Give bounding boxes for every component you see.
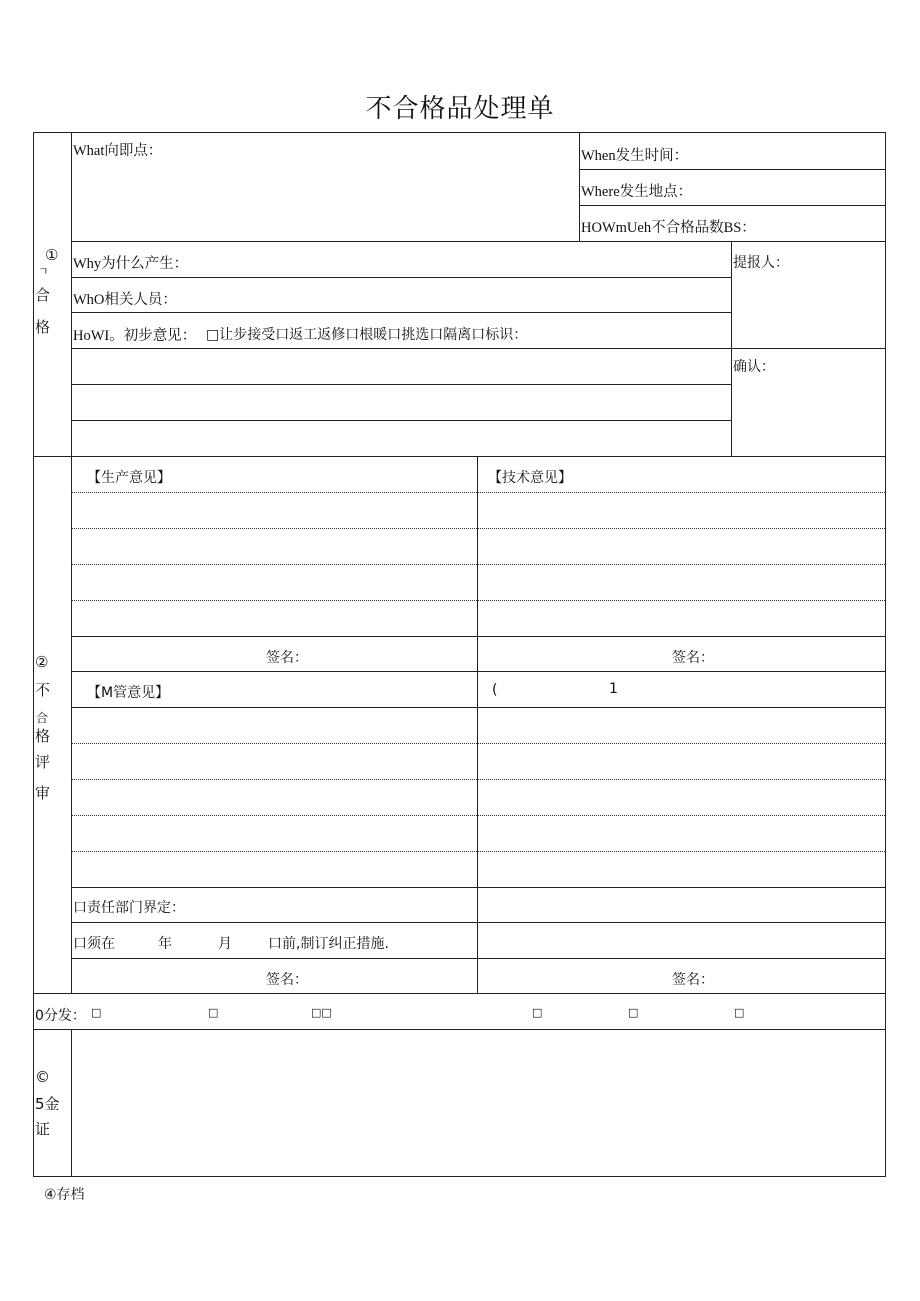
what-when-divider xyxy=(579,132,580,241)
who-bottom-line xyxy=(71,312,731,313)
technical-signature-label: 签名： xyxy=(672,650,714,666)
section2-label-char2: 合 xyxy=(36,711,49,725)
review-row-line xyxy=(71,958,885,959)
why-bottom-line xyxy=(71,277,731,278)
production-signature-label: 签名： xyxy=(266,650,308,666)
quality-opinion-heading: 【M管意见】 xyxy=(87,685,170,701)
review-row-line xyxy=(71,922,885,923)
how-label: HoWI。初步意见： xyxy=(73,328,197,344)
section2-label-char3: 格 xyxy=(35,727,51,745)
section2-label-char1: 不 xyxy=(35,681,51,699)
bracket-close: 1 xyxy=(609,681,618,697)
confirm-label: 确认： xyxy=(733,359,775,375)
who-label: WhO相关人员： xyxy=(73,292,177,308)
distribution-label: 0分发： xyxy=(35,1008,86,1024)
review-signature-left: 签名： xyxy=(266,972,308,988)
when-row-line xyxy=(579,169,885,170)
where-row-line xyxy=(579,205,885,206)
review-row-line xyxy=(71,671,885,672)
section3-label-char1: 5金 xyxy=(35,1095,60,1113)
review-row-line xyxy=(71,851,885,852)
section1-label-num: ① xyxy=(45,246,59,264)
review-signature-right: 签名： xyxy=(672,972,714,988)
bracket-open: ( xyxy=(492,682,498,698)
distribution-checkbox[interactable]: □ xyxy=(628,1006,639,1019)
distribution-checkbox[interactable]: □ xyxy=(532,1006,543,1019)
label-col-sep-3 xyxy=(71,1029,72,1176)
review-row-line xyxy=(71,636,885,637)
review-row-line xyxy=(71,887,885,888)
review-row-line xyxy=(71,528,885,529)
section2-label-char4: 评 xyxy=(35,753,51,771)
deadline-prefix[interactable]: 口须在 xyxy=(73,936,115,952)
blank-row-line-2 xyxy=(71,420,731,421)
archive-label: ④存档 xyxy=(44,1187,85,1203)
distribution-checkbox-pair[interactable]: □□ xyxy=(311,1006,332,1019)
review-row-line xyxy=(71,779,885,780)
blank-row-line-1 xyxy=(71,384,731,385)
section1-bottom xyxy=(33,456,885,457)
what-bottom-line xyxy=(71,241,885,242)
distribution-bottom xyxy=(33,1029,885,1030)
section2-label-char5: 审 xyxy=(35,784,51,802)
disposition-options[interactable]: □让步接受口返工返修口根暖口挑选口隔离口标识： xyxy=(206,327,528,343)
review-col-divider xyxy=(477,456,478,993)
responsible-dept-field[interactable]: 口责任部门界定： xyxy=(73,900,185,916)
section1-label-char2: 合 xyxy=(35,286,51,304)
deadline-suffix[interactable]: 口前,制订纠正措施. xyxy=(268,936,389,952)
frame-bottom xyxy=(33,1176,885,1177)
where-label: Where发生地点： xyxy=(581,184,693,200)
review-row-line xyxy=(71,492,885,493)
when-label: When发生时间： xyxy=(581,148,689,164)
technical-opinion-heading: 【技术意见】 xyxy=(488,470,572,486)
distribution-checkbox[interactable]: □ xyxy=(91,1006,102,1019)
label-col-sep-1 xyxy=(71,132,72,456)
how-much-label: HOWmUeh不合格品数BS： xyxy=(581,220,756,236)
frame-right xyxy=(885,132,886,1177)
review-row-line xyxy=(71,815,885,816)
review-row-line xyxy=(71,564,885,565)
reporter-label: 提报人： xyxy=(733,255,789,271)
why-label: Why为什么产生： xyxy=(73,256,189,272)
how-bottom-line xyxy=(71,348,885,349)
form-title: 不合格品处理单 xyxy=(365,94,555,124)
deadline-year: 年 xyxy=(158,936,172,952)
review-row-line xyxy=(71,707,885,708)
distribution-checkbox[interactable]: □ xyxy=(734,1006,745,1019)
review-row-line xyxy=(71,600,885,601)
section1-label-char1: ㄱ xyxy=(38,265,49,278)
label-col-sep-2 xyxy=(71,456,72,993)
frame-top xyxy=(33,132,885,133)
section3-label-char2: 证 xyxy=(35,1120,51,1138)
frame-left xyxy=(33,132,34,1177)
deadline-month: 月 xyxy=(218,936,232,952)
production-opinion-heading: 【生产意见】 xyxy=(87,470,171,486)
section2-label-num: ② xyxy=(35,653,49,671)
section1-label-char3: 格 xyxy=(35,318,51,336)
what-label: What向即点： xyxy=(73,143,163,159)
section2-bottom xyxy=(33,993,885,994)
review-row-line xyxy=(71,743,885,744)
section3-label-num: © xyxy=(35,1068,50,1086)
distribution-checkbox[interactable]: □ xyxy=(208,1006,219,1019)
